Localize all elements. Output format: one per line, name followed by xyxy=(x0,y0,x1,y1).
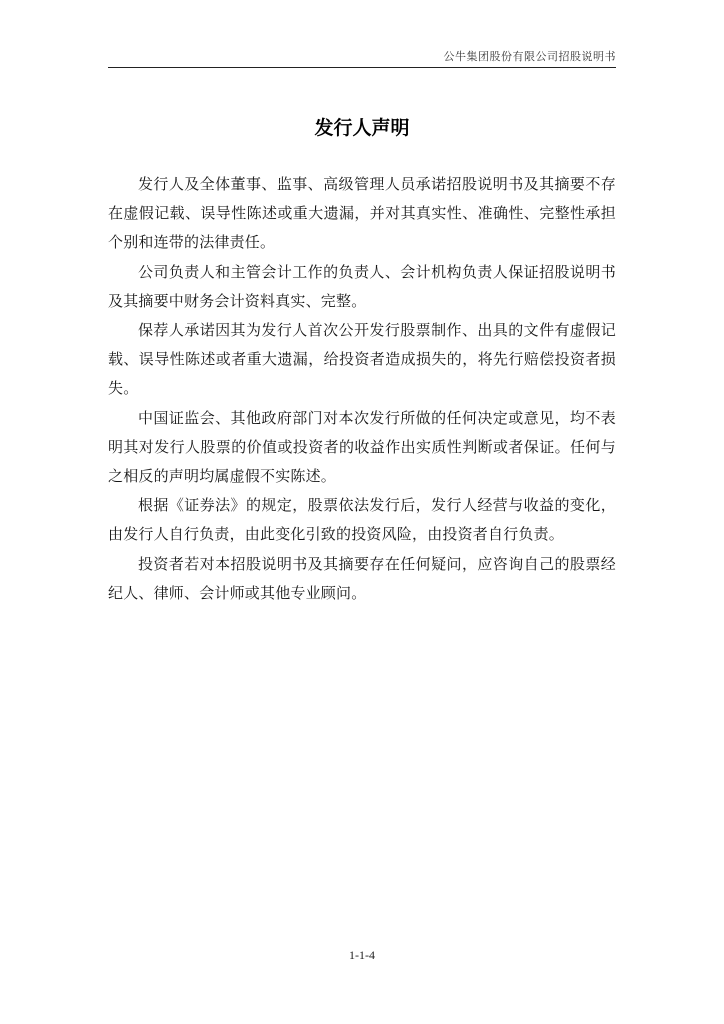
paragraph-sponsor-commitment: 保荐人承诺因其为发行人首次公开发行股票制作、出具的文件有虚假记载、误导性陈述或者重大遗漏，给投资者造成损失的，将先行赔偿投资者损失。 xyxy=(108,321,616,398)
header-divider xyxy=(108,67,616,68)
paragraph-issuer-commitment: 发行人及全体董事、监事、高级管理人员承诺招股说明书及其摘要不存在虚假记载、误导性陈述或重大遗漏，并对其真实性、准确性、完整性承担个别和连带的法律责任。 xyxy=(108,175,616,252)
document-header: 公牛集团股份有限公司招股说明书 xyxy=(443,50,616,63)
paragraph-investor-advice: 投资者若对本招股说明书及其摘要存在任何疑问，应咨询自己的股票经纪人、律师、会计师或其他专业顾问。 xyxy=(108,554,616,602)
paragraph-csrc-disclaimer: 中国证监会、其他政府部门对本次发行所做的任何决定或意见，均不表明其对发行人股票的价值或投资者的收益作出实质性判断或者保证。任何与之相反的声明均属虚假不实陈述。 xyxy=(108,408,616,486)
paragraph-securities-law: 根据《证券法》的规定，股票依法发行后，发行人经营与收益的变化，由发行人自行负责，由此变化引致的投资风险，由投资者自行负责。 xyxy=(108,496,616,544)
statement-body xyxy=(108,170,616,608)
page-number: 1-1-4 xyxy=(349,948,375,962)
page-title: 发行人声明 xyxy=(314,117,410,139)
paragraph-financial-guarantee: 公司负责人和主管会计工作的负责人、会计机构负责人保证招股说明书及其摘要中财务会计资料真实、完整。 xyxy=(108,262,616,310)
